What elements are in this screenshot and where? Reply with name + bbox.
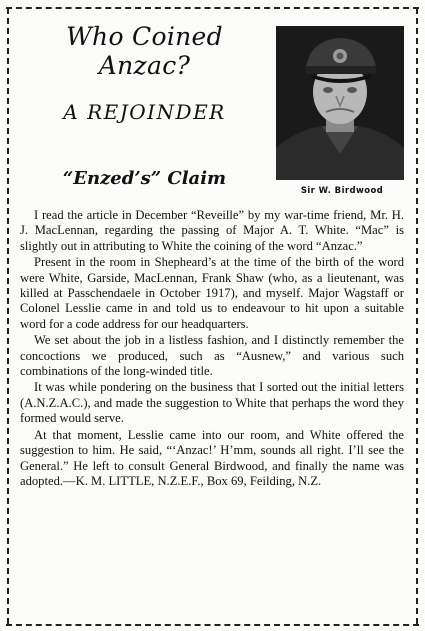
article-paragraph: Present in the room in Shepheard’s at the time of the birth of the word were White, Garside, MacLennan, Frank Shaw (who, as a lieutenant, was killed at Passchendaele in October 1917), and myself. Major Wagstaff or Colonel Lesslie came in and told us to endeavour to hit upon a suitable word for a code address for our headquarters. [20,255,404,331]
article-paragraph: At that moment, Lesslie came into our room, and White offered the suggestion to him. He said, “‘Anzac!’ H’mm, sounds all right. I’ll see the General.” He left to consult General Birdwood, and finally the name was adopted.—K. M. LITTLE, N.Z.E.F., Box 69, Feilding, N.Z. [20,427,404,488]
dashed-border-bottom [6,624,419,626]
article-body [20,208,404,489]
portrait-photo [276,26,404,180]
dashed-border-top [6,7,419,9]
subheadline: A REJOINDER [63,100,226,124]
dashed-border-left [7,8,9,624]
headline: Who Coined Anzac? [66,22,223,80]
article-paragraph: We set about the job in a listless fashion, and I distinctly remember the concoctions we produced, such as “Ausnew,” and various such combinations of the long-winded title. [20,333,404,379]
article-paragraph: It was while pondering on the business that I sorted out the initial letters (A.N.Z.A.C.), and made the suggestion to White that perhaps the word they formed would serve. [20,380,404,426]
portrait-caption: Sir W. Birdwood [300,186,384,196]
portrait-officer-icon [276,26,404,180]
dashed-border-right [416,8,418,624]
article-paragraph: I read the article in December “Reveille” by my war-time friend, Mr. H. J. MacLennan, regarding the passing of Major A. T. White. “Mac” is slightly out in attributing to White the coining of the word “Anzac.” [20,208,404,253]
kicker-line: “Enzed’s” Claim [62,168,227,189]
